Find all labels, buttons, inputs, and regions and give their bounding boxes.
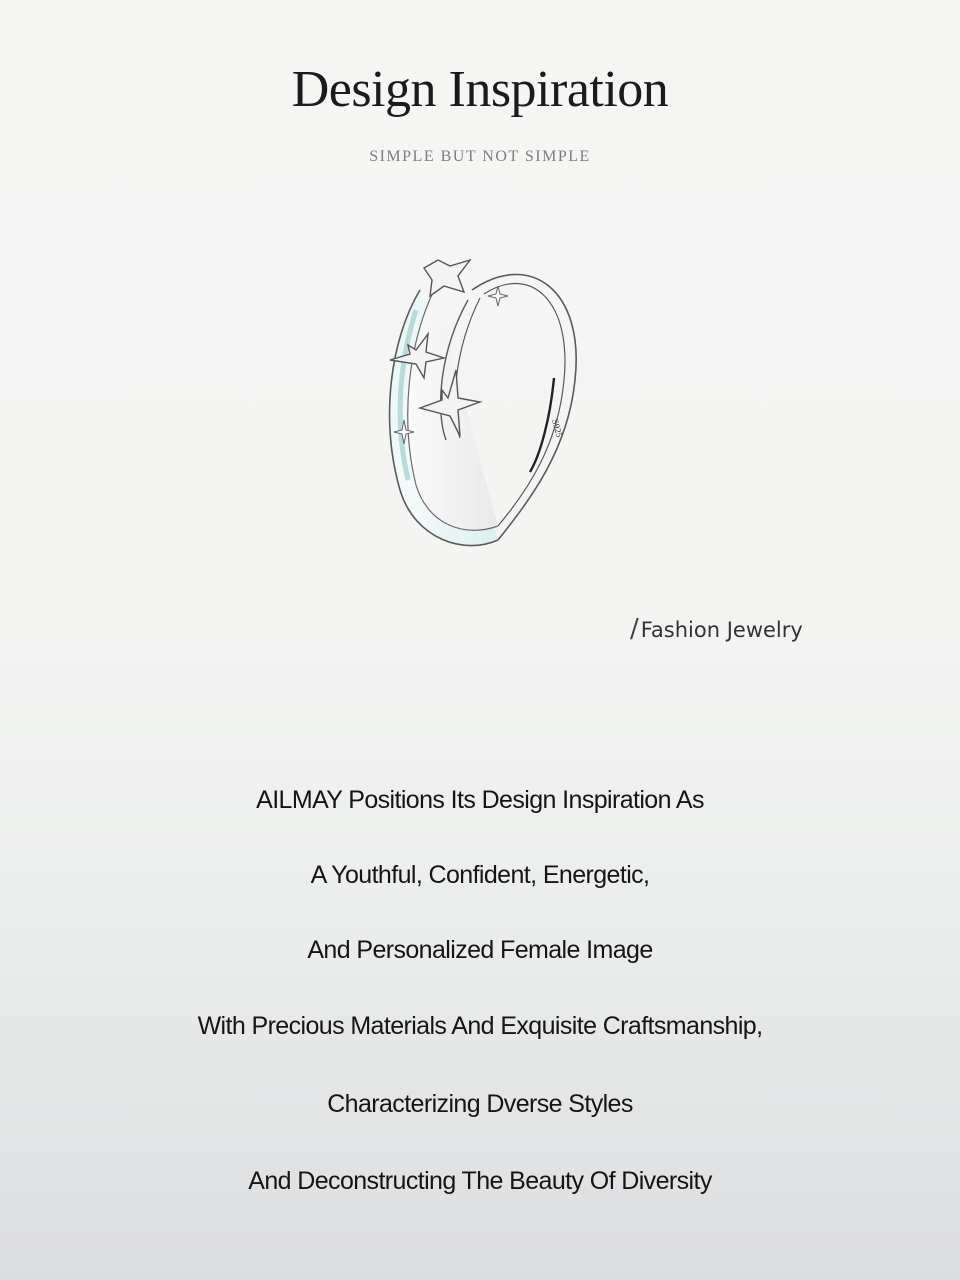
description-line: And Deconstructing The Beauty Of Diversity (248, 1167, 712, 1195)
description-line: AILMAY Positions Its Design Inspiration As (256, 786, 704, 814)
description-line: With Precious Materials And Exquisite Craftsmanship, (197, 1012, 763, 1040)
tag-text: Fashion Jewelry (640, 618, 803, 642)
page-title: Design Inspiration (291, 61, 669, 118)
category-tag (630, 614, 870, 645)
description-line: A Youthful, Confident, Energetic, (310, 861, 650, 889)
tag-slash: / (630, 614, 639, 644)
description-line: And Personalized Female Image (307, 936, 653, 964)
ring-illustration (380, 250, 590, 550)
description-line: Characterizing Dverse Styles (327, 1090, 633, 1118)
ring-engraving: S925 (550, 417, 565, 439)
page-subtitle: SIMPLE BUT NOT SIMPLE (369, 148, 591, 165)
